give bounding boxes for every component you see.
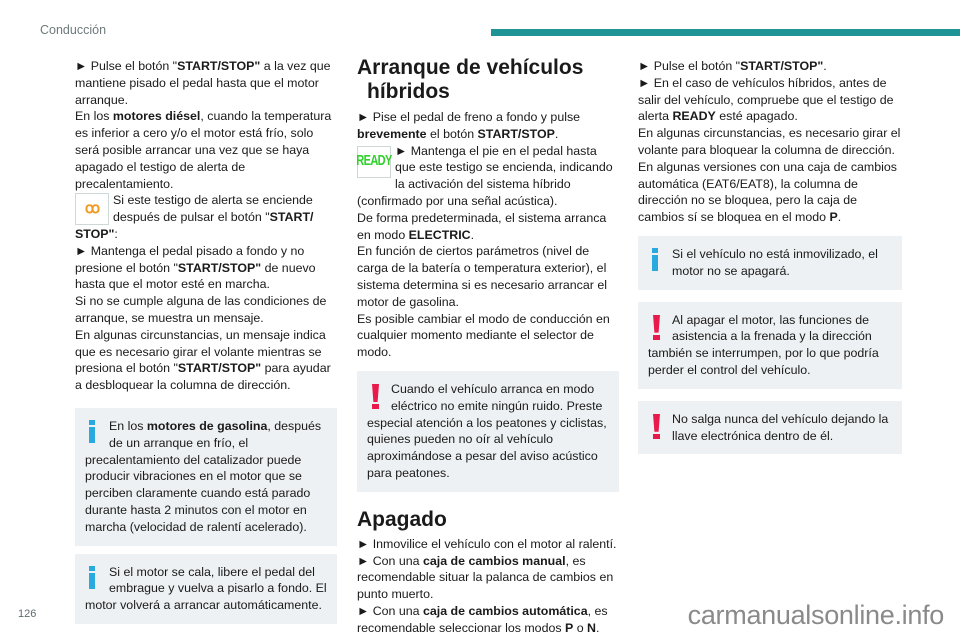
heading-shutdown: Apagado bbox=[357, 507, 447, 531]
paragraph: ► Con una caja de cambios automática, es recomendable seleccionar los modos P o N. bbox=[357, 603, 608, 635]
paragraph: En algunas circunstancias, es necesario girar el volante para bloquear la columna de dirección. bbox=[638, 126, 901, 157]
note-text: Cuando el vehículo arranca en modo eléctrico no emite ningún ruido. Preste especial atención a los peatones y ciclistas, quienes pueden no oír al vehículo aproximándose a pesar del aviso acústico para peatones. bbox=[367, 381, 607, 480]
ready-indicator-icon: READY bbox=[357, 146, 391, 178]
preheating-warning-icon: ꝏ bbox=[75, 193, 109, 225]
warning-icon bbox=[648, 412, 666, 444]
info-icon bbox=[85, 419, 103, 451]
column-1 bbox=[75, 58, 337, 624]
paragraph: ► Mantenga el pie en el pedal hasta que este testigo se encienda, indicando la activación del sistema híbrido (confirmado por una señal acústica). bbox=[357, 143, 613, 208]
watermark-link[interactable]: carmanualsonline.info bbox=[687, 600, 944, 630]
warning-note bbox=[638, 302, 902, 389]
paragraph: Si no se cumple alguna de las condiciones de arranque, se muestra un mensaje. bbox=[75, 294, 327, 325]
note-text: Si el vehículo no está inmovilizado, el motor no se apagará. bbox=[672, 246, 878, 278]
info-note bbox=[638, 236, 902, 290]
paragraph: ► Con una caja de cambios manual, es recomendable situar la palanca de cambios en punto muerto. bbox=[357, 553, 614, 602]
page-number: 126 bbox=[18, 608, 37, 620]
paragraph: Es posible cambiar el modo de conducción en cualquier momento mediante el selector de modo. bbox=[357, 311, 610, 360]
header-accent-bar bbox=[491, 29, 960, 36]
section-title: Conducción bbox=[40, 23, 107, 37]
paragraph: De forma predeterminada, el sistema arranca en modo ELECTRIC. bbox=[357, 210, 607, 242]
column-2 bbox=[357, 58, 619, 637]
paragraph: En algunas versiones con una caja de cambios automática (EAT6/EAT8), la columna de dirección no se bloquea, pero la caja de cambios sí se bloquea en el modo P. bbox=[638, 159, 897, 225]
info-icon bbox=[648, 247, 666, 279]
paragraph: ► Pulse el botón "START/STOP". bbox=[638, 59, 827, 73]
paragraph: ► Pulse el botón "START/STOP" a la vez que mantiene pisado el pedal hasta que el motor arranque. bbox=[75, 59, 331, 107]
paragraph: En función de ciertos parámetros (nivel de carga de la batería o temperatura exterior), el sistema determina si es necesario arrancar el motor de gasolina. bbox=[357, 244, 607, 309]
info-icon bbox=[85, 565, 103, 597]
info-note bbox=[75, 554, 337, 624]
paragraph: ► Pise el pedal de freno a fondo y pulse brevemente el botón START/STOP. bbox=[357, 110, 581, 141]
warning-icon bbox=[648, 313, 666, 345]
column-3 bbox=[638, 58, 902, 454]
paragraph: ► Mantenga el pedal pisado a fondo y no presione el botón "START/STOP" de nuevo hasta que el motor esté en marcha. bbox=[75, 243, 316, 292]
paragraph: ► Inmovilice el vehículo con el motor al ralentí. bbox=[357, 536, 617, 551]
note-text: No salga nunca del vehículo dejando la llave electrónica dentro de él. bbox=[672, 411, 889, 443]
info-note bbox=[75, 408, 337, 546]
heading-hybrid-start: Arranque de vehículos híbridos bbox=[357, 56, 584, 103]
note-text: Si el motor se cala, libere el pedal del embrague y vuelva a pisarlo a fondo. El motor volverá a arrancar automáticamente. bbox=[85, 564, 327, 613]
warning-note bbox=[357, 371, 619, 492]
warning-icon bbox=[367, 382, 385, 414]
paragraph: En algunas circunstancias, un mensaje indica que es necesario girar el volante mientras se presiona el botón "START/STOP" para ayudar a desbloquear la columna de dirección. bbox=[75, 327, 331, 393]
warning-note bbox=[638, 401, 902, 455]
note-text: En los motores de gasolina, después de un arranque en frío, el precalentamiento del catalizador puede producir vibraciones en el motor que se perciben claramente cuando está parado durante hasta 2 minutos con el motor en marcha (velocidad de ralentí acelerado). bbox=[85, 418, 322, 534]
note-text: Al apagar el motor, las funciones de asistencia a la frenada y la dirección también se interrumpen, por lo que podría perder el control del vehículo. bbox=[648, 312, 879, 377]
paragraph: En los motores diésel, cuando la temperatura es inferior a cero y/o el motor está frío, solo será posible arrancar una vez que se haya apagado el testigo de alerta de precalentamiento. bbox=[75, 109, 332, 191]
paragraph: Si este testigo de alerta se enciende después de pulsar el botón "START/ STOP": bbox=[75, 193, 314, 241]
paragraph: ► En el caso de vehículos híbridos, antes de salir del vehículo, compruebe que el testigo de alerta READY esté apagado. bbox=[638, 75, 894, 124]
